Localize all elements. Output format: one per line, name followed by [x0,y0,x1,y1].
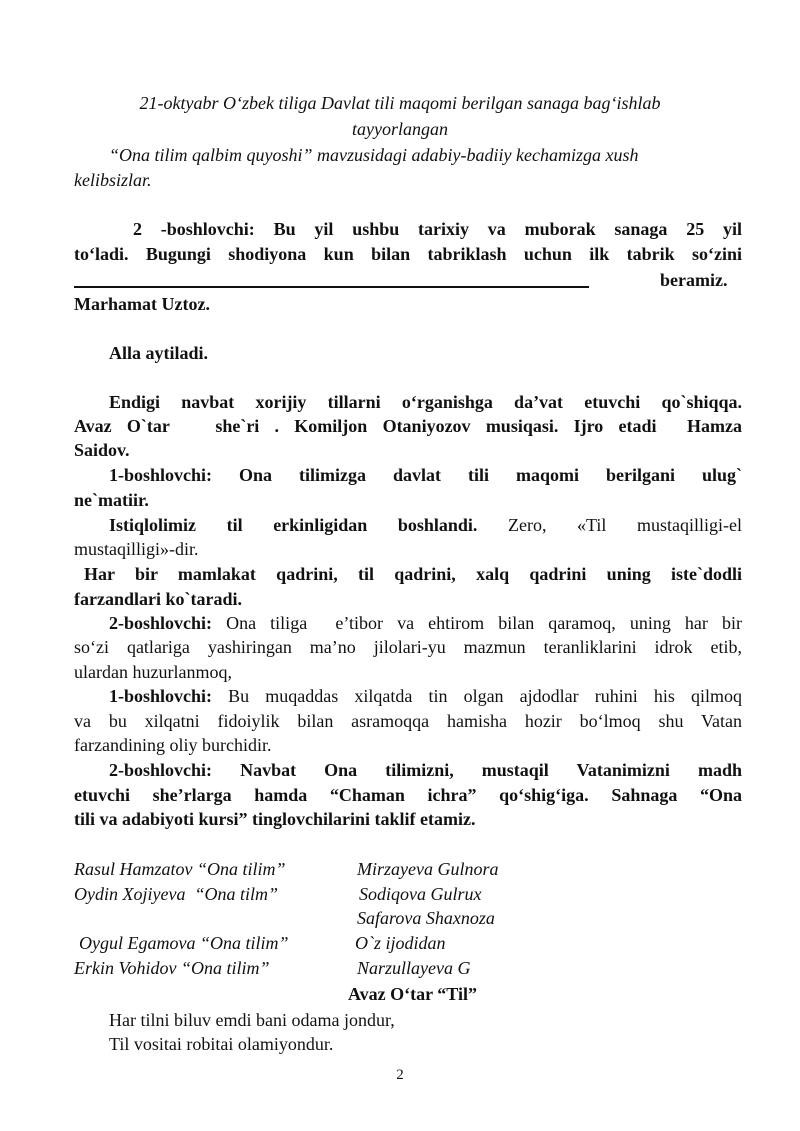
p1-line-1: 2 -boshlovchi: Bu yil ushbu tarixiy va muborak sanaga 25 yil [133,219,742,239]
p9-line-2: etuvchi she’rlarga hamda “Chaman ichra” qo‘shig‘iga. Sahnaga “Ona [74,785,742,805]
poem-title: Erkin Vohidov “Ona tilim” [74,958,270,978]
p4-line-1: 1-boshlovchi: Ona tilimizga davlat tili maqomi berilgani ulug` [109,465,742,485]
poem-title: Rasul Hamzatov “Ona tilim” [74,859,286,879]
p8-line-2: va bu xilqatni fidoiylik bilan asramoqqa hamisha hozir bo‘lmoq shu Vatan [74,711,742,731]
p8-bold: 1-boshlovchi: [109,686,213,706]
p1-line-2: to‘ladi. Bugungi shodiyona kun bilan tabriklash uchun ilk tabrik so‘zini [74,244,742,264]
p2-line: Alla aytiladi. [109,343,209,363]
verse-line-2: Til vositai robitai olamiyondur. [109,1034,334,1054]
poem-title: Oydin Xojiyeva “Ona tilm” [74,884,278,904]
p6-line-2: farzandlari ko`taradi. [74,589,242,609]
intro-line-3: “Ona tilim qalbim quyoshi” mavzusidagi adabiy-badiiy kechamizga xush [109,145,639,165]
p7-line-2: so‘zi qatlariga yashiringan ma’no jilolari-yu mazmun teranliklarini idrok etib, [74,637,742,657]
verse-title: Avaz O‘tar “Til” [348,984,477,1004]
p3-line-1: Endigi navbat xorijiy tillarni o‘rganishga da’vat etuvchi qo`shiqqa. [109,392,742,412]
poem-reader: Mirzayeva Gulnora [357,859,499,879]
p5-rest: Zero, «Til mustaqilligi-el [477,515,742,535]
intro-line-4: kelibsizlar. [74,170,152,190]
p7-line-3: ulardan huzurlanmoq, [74,662,232,682]
p8-line-1 [109,684,742,708]
poem-reader: O`z ijodidan [355,933,446,953]
poem-title: Oygul Egamova “Ona tilim” [79,933,289,953]
p9-line-3: tili va adabiyoti kursi” tinglovchilarini taklif etamiz. [74,809,476,829]
p9-line-1: 2-boshlovchi: Navbat Ona tilimizni, mustaqil Vatanimizni madh [109,760,742,780]
poem-reader: Safarova Shaxnoza [357,908,495,928]
underline-rule [74,286,589,288]
p1-line-4: Marhamat Uztoz. [74,294,210,314]
p1-line-3: beramiz. [660,270,728,290]
verse-line-1: Har tilni biluv emdi bani odama jondur, [109,1010,395,1030]
intro-line-1: 21-oktyabr O‘zbek tiliga Davlat tili maqomi berilgan sanaga bag‘ishlab [139,93,661,113]
p8-rest: Bu muqaddas xilqatda tin olgan ajdodlar ruhini his qilmoq [212,686,742,706]
p5-line-1 [109,513,742,537]
p3-line-3: Saidov. [74,440,130,460]
p6-line-1: Har bir mamlakat qadrini, til qadrini, xalq qadrini uning iste`dodli [84,564,742,584]
p5-bold: Istiqlolimiz til erkinligidan boshlandi. [109,515,478,535]
p5-line-2: mustaqilligi»-dir. [74,539,199,559]
poem-reader: Narzullayeva G [357,958,471,978]
page-number: 2 [396,1067,404,1083]
intro-line-2: tayyorlangan [352,119,448,139]
p3-line-2: Avaz O`tar she`ri . Komiljon Otaniyozov musiqasi. Ijro etadi Hamza [74,416,742,436]
poem-reader: Sodiqova Gulrux [359,884,482,904]
p8-line-3: farzandining oliy burchidir. [74,735,272,755]
p7-rest: Ona tiliga e’tibor va ehtirom bilan qaramoq, uning har bir [212,613,742,633]
p7-bold: 2-boshlovchi: [109,613,213,633]
p4-line-2: ne`matiir. [74,490,149,510]
p7-line-1 [109,611,742,635]
